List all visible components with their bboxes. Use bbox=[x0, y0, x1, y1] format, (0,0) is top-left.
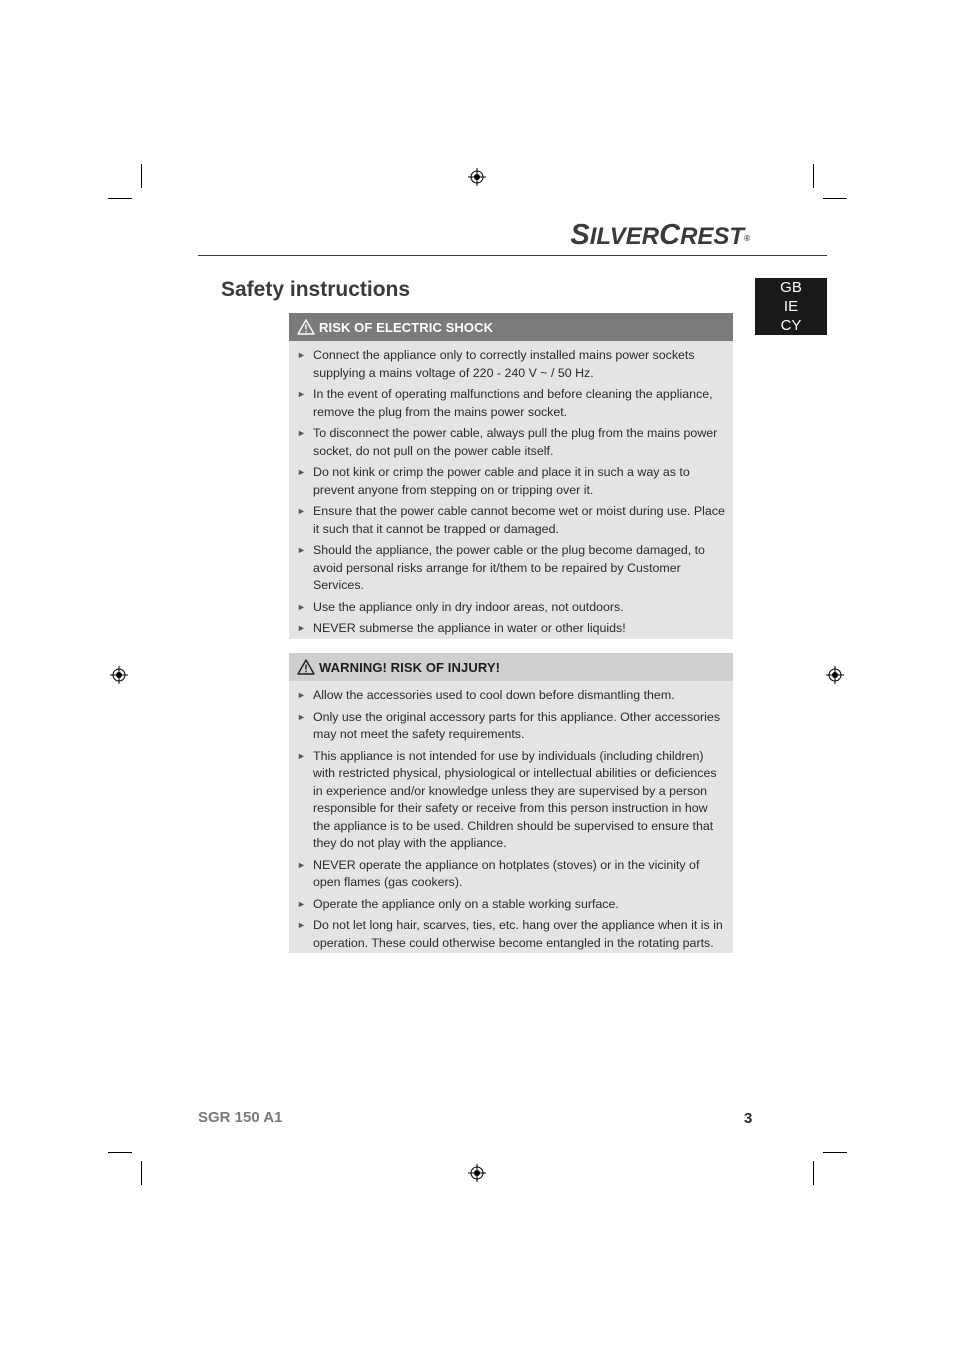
crop-mark bbox=[108, 198, 132, 199]
list-item: ► Should the appliance, the power cable or the plug become damaged, to avoid personal risks arrange for it/them to be repaired by Customer Services. bbox=[297, 543, 705, 592]
list-item: ► NEVER submerse the appliance in water or other liquids! bbox=[297, 620, 725, 638]
panel-heading-text: RISK OF ELECTRIC SHOCK bbox=[319, 319, 494, 335]
language-code: CY bbox=[780, 317, 802, 334]
list-item: ► Do not let long hair, scarves, ties, etc. hang over the appliance when it is in operation. These could otherwise become entangled in the rotating parts. bbox=[297, 918, 723, 950]
crop-mark bbox=[823, 1152, 847, 1153]
language-code: IE bbox=[783, 298, 799, 315]
electric-shock-panel bbox=[289, 313, 733, 639]
crop-mark bbox=[813, 1161, 814, 1185]
list-item: ► NEVER operate the appliance on hotplates (stoves) or in the vicinity of open flames (gas cookers). bbox=[297, 857, 700, 889]
language-code: GB bbox=[780, 279, 802, 296]
arrow-bullet-icon: ► bbox=[297, 623, 306, 633]
panel-heading bbox=[289, 653, 733, 681]
arrow-bullet-icon: ► bbox=[297, 601, 306, 612]
arrow-bullet-icon: ► bbox=[297, 920, 306, 930]
list-item: ► In the event of operating malfunctions and before cleaning the appliance, remove the plug from the mains power socket. bbox=[297, 387, 713, 419]
list-item: ► Ensure that the power cable cannot become wet or moist during use. Place it such that it cannot be trapped or damaged. bbox=[297, 504, 725, 536]
model-number: SGR 150 A1 bbox=[198, 1109, 283, 1126]
panel-heading bbox=[289, 313, 733, 341]
arrow-bullet-icon: ► bbox=[297, 428, 306, 438]
warning-triangle-icon bbox=[297, 659, 315, 675]
arrow-bullet-icon: ► bbox=[297, 859, 306, 870]
arrow-bullet-icon: ► bbox=[297, 690, 306, 700]
arrow-bullet-icon: ► bbox=[297, 711, 306, 722]
instruction-list bbox=[289, 681, 733, 952]
list-item: ► Use the appliance only in dry indoor areas, not outdoors. bbox=[297, 599, 725, 617]
page-title: Safety instructions bbox=[221, 278, 411, 301]
arrow-bullet-icon: ► bbox=[297, 389, 306, 399]
arrow-bullet-icon: ► bbox=[297, 506, 306, 516]
page-number: 3 bbox=[744, 1110, 753, 1127]
arrow-bullet-icon: ► bbox=[297, 467, 306, 477]
header-rule bbox=[198, 255, 827, 256]
arrow-bullet-icon: ► bbox=[297, 750, 306, 761]
crop-mark bbox=[823, 198, 847, 199]
brand-logo: SILVERCREST® bbox=[570, 219, 750, 251]
list-item: ► Only use the original accessory parts for this appliance. Other accessories may not meet the safety requirements. bbox=[297, 709, 721, 741]
registration-mark-icon bbox=[826, 666, 844, 684]
list-item: ► Do not kink or crimp the power cable and place it in such a way as to prevent anyone from stepping on or tripping over it. bbox=[297, 465, 690, 497]
list-item: ► This appliance is not intended for use by individuals (including children) with restricted physical, physiological or intellectual abilities or deficiences in experience and/or knowledge unless they are supervised by a person responsible for their safety or receive from this person instruction in how the appliance is to be used. Children should be supervised to ensure that they do not play with the appliance. bbox=[297, 748, 717, 850]
instruction-list bbox=[289, 341, 733, 638]
crop-mark bbox=[813, 164, 814, 188]
registration-mark-icon bbox=[468, 1164, 486, 1182]
arrow-bullet-icon: ► bbox=[297, 545, 306, 555]
list-item: ► Connect the appliance only to correctly installed mains power sockets supplying a mains voltage of 220 - 240 V ~ / 50 Hz. bbox=[297, 348, 695, 380]
registration-mark-icon bbox=[468, 168, 486, 186]
warning-triangle-icon bbox=[297, 319, 315, 335]
registration-mark-icon bbox=[110, 666, 128, 684]
panel-heading-text: WARNING! RISK OF INJURY! bbox=[319, 659, 501, 675]
injury-warning-panel bbox=[289, 653, 733, 953]
list-item: ► Allow the accessories used to cool down before dismantling them. bbox=[297, 687, 725, 705]
crop-mark bbox=[141, 1161, 142, 1185]
language-tab bbox=[755, 278, 827, 335]
list-item: ► Operate the appliance only on a stable working surface. bbox=[297, 896, 725, 914]
list-item: ► To disconnect the power cable, always pull the plug from the mains power socket, do not pull on the power cable itself. bbox=[297, 426, 718, 458]
crop-mark bbox=[108, 1152, 132, 1153]
crop-mark bbox=[141, 164, 142, 188]
arrow-bullet-icon: ► bbox=[297, 898, 306, 909]
arrow-bullet-icon: ► bbox=[297, 350, 306, 360]
